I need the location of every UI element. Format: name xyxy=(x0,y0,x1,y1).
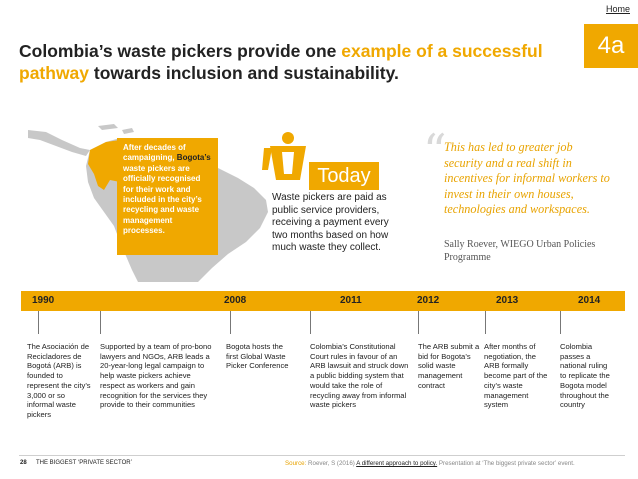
footer-divider xyxy=(19,455,625,456)
timeline-tick xyxy=(100,311,101,334)
timeline-tick xyxy=(38,311,39,334)
year-2011: 2011 xyxy=(340,295,362,306)
timeline-event-campaign: Supported by a team of pro-bono lawyers and NGOs, ARB leads a 20-year-long legal campaign to help waste pickers achieve respect as workers and gain recognition for the services they provide to their communities xyxy=(100,342,212,410)
slide-number-badge: 4a xyxy=(584,24,638,68)
central-america-shape xyxy=(28,130,90,156)
year-2014: 2014 xyxy=(578,295,601,306)
timeline-event-2011: Colombia’s Constitutional Court rules in favour of an ARB lawsuit and struck down a public bidding system that would take the role of recycling away from informal waste pickers xyxy=(310,342,409,410)
quote-mark-icon: “ xyxy=(423,124,447,178)
today-description: Waste pickers are paid as public service providers, receiving a payment every two months based on how much waste they collect. xyxy=(272,192,389,254)
source-link[interactable]: A different approach to policy. xyxy=(356,460,438,467)
timeline-tick xyxy=(485,311,486,334)
source-author: Roever, S (2016) xyxy=(308,460,357,467)
title-part1: Colombia’s waste pickers provide one xyxy=(19,41,342,61)
person-carrying-bin-icon xyxy=(254,130,312,188)
bogota-callout xyxy=(117,138,218,255)
source-rest: Presentation at ‘The biggest private sector’ event. xyxy=(437,460,575,467)
title-highlight: example of a successful pathway xyxy=(19,41,543,83)
timeline-tick xyxy=(310,311,311,334)
source-label: Source: xyxy=(285,460,309,467)
year-2013: 2013 xyxy=(496,295,519,306)
timeline-tick xyxy=(418,311,419,334)
timeline-event-1990: The Asociación de Recicladores de Bogotá (ARB) is founded to represent the city’s 3,000 or so informal waste pickers xyxy=(27,342,91,419)
timeline-event-2013: After months of negotiation, the ARB formally become part of the city’s waste management system xyxy=(484,342,548,410)
timeline-event-2008: Bogota hosts the first Global Waste Picker Conference xyxy=(226,342,289,371)
year-1990: 1990 xyxy=(32,295,55,306)
quote-text: This has led to greater job security and a real shift in incentives for informal workers to invest in their own houses, technologies and workspaces. xyxy=(444,140,610,216)
timeline-bar xyxy=(21,291,625,311)
timeline-event-2014: Colombia passes a national ruling to replicate the Bogota model throughout the country xyxy=(560,342,610,410)
home-link[interactable]: Home xyxy=(605,4,630,14)
page-title xyxy=(19,40,579,84)
timeline-tick xyxy=(230,311,231,334)
source-citation xyxy=(285,460,575,467)
page-number: 28 xyxy=(20,460,27,466)
callout-text-emphasis: Bogota’s xyxy=(176,153,211,163)
year-2012: 2012 xyxy=(417,295,440,306)
year-2008: 2008 xyxy=(224,295,247,306)
document-title: THE BIGGEST ‘PRIVATE SECTOR’ xyxy=(36,460,132,466)
callout-text-rest: waste pickers are officially recognised for their work and included in the city’s recycling and waste management processes. xyxy=(123,163,202,236)
timeline-tick xyxy=(560,311,561,334)
title-part2: towards inclusion and sustainability. xyxy=(89,63,399,83)
callout-text-intro: After decades of campaigning, xyxy=(123,143,186,163)
timeline-event-2012: The ARB submit a bid for Bogota’s solid waste management contract xyxy=(418,342,480,390)
caribbean-islands-shape xyxy=(98,124,134,134)
quote-author: Sally Roever, WIEGO Urban Policies Programme xyxy=(444,239,596,263)
today-label: Today xyxy=(309,162,379,190)
